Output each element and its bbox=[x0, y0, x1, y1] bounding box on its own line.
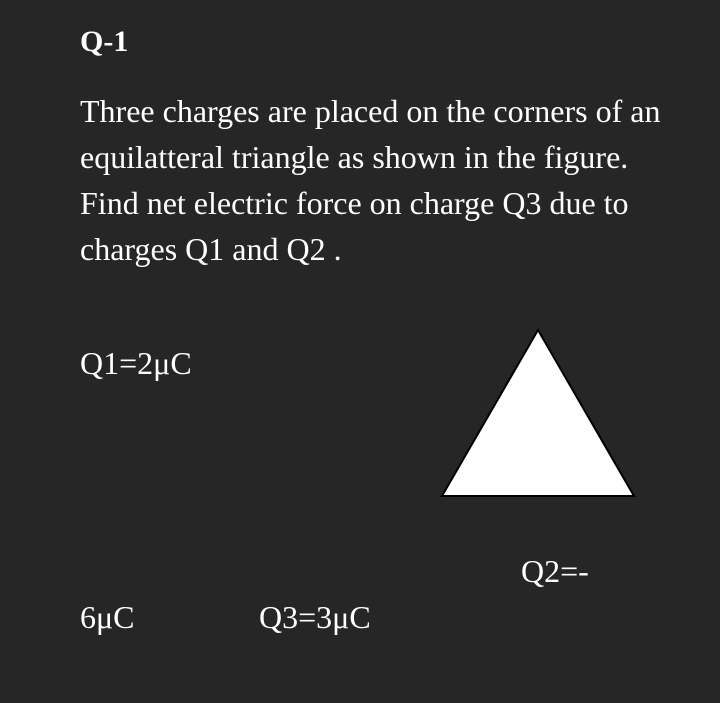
equilateral-triangle-figure bbox=[436, 324, 640, 504]
charge-q3-label: Q3=3μC bbox=[259, 599, 371, 635]
charge-q2-label: Q2=- bbox=[521, 553, 589, 589]
question-text: Three charges are placed on the corners of an equilatteral triangle as shown in the figure. Find net electric force on charge Q3 due to charges Q1 and Q2 . bbox=[80, 93, 661, 267]
triangle-shape bbox=[442, 330, 634, 496]
charge-q2-value-continued: 6μC bbox=[80, 599, 135, 635]
charge-q1-label: Q1=2μC bbox=[80, 345, 192, 381]
question-number: Q-1 bbox=[80, 25, 129, 58]
